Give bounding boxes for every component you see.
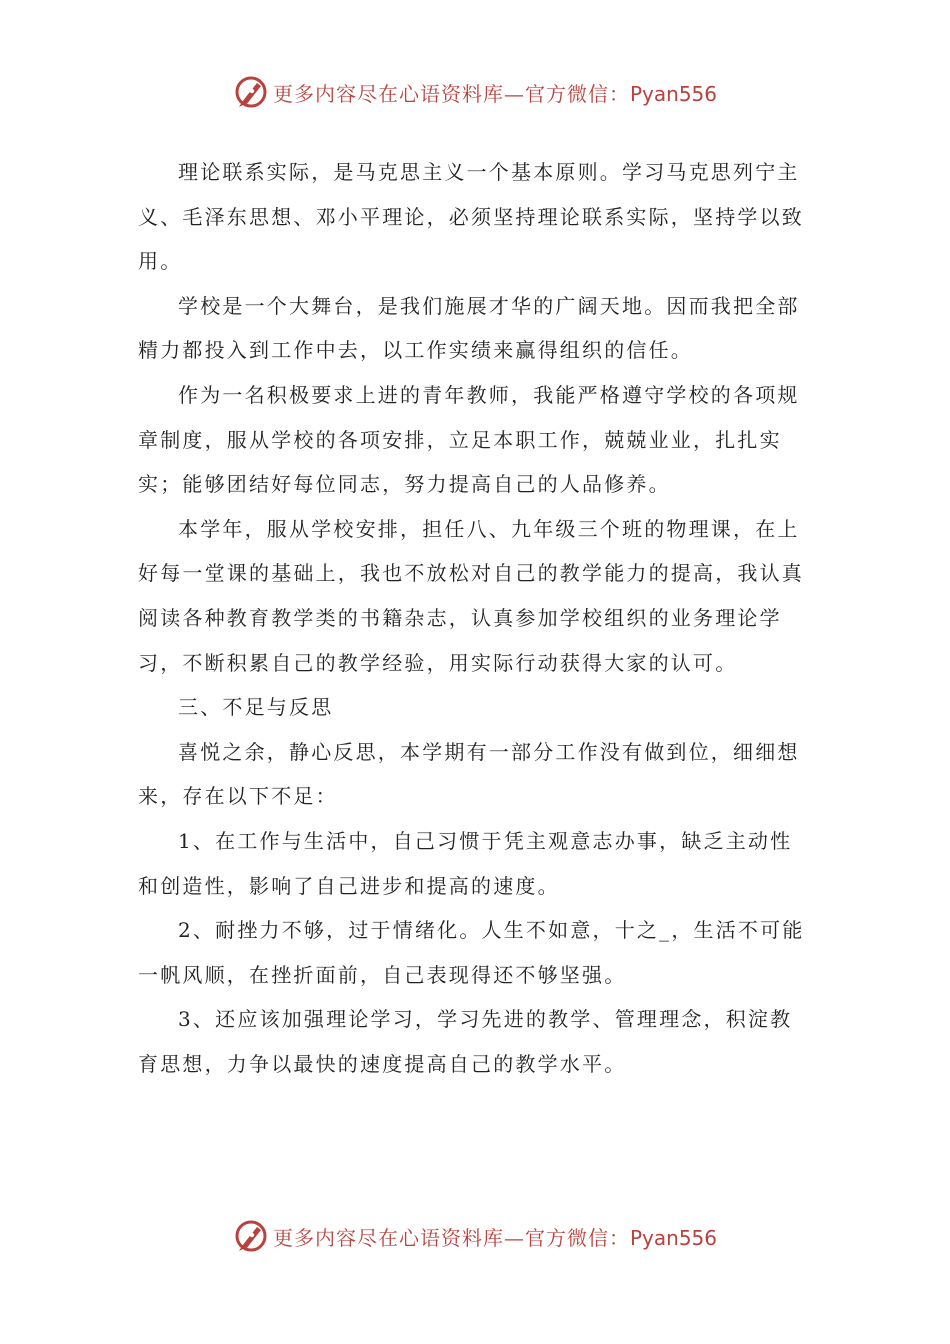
- footer-wechat-id: Pyan556: [629, 1225, 717, 1250]
- header-banner-label: 更多内容尽在心语资料库—官方微信：: [272, 81, 630, 106]
- paragraph: 本学年，服从学校安排，担任八、九年级三个班的物理课，在上好每一堂课的基础上，我也不放松对自己的教学能力的提高，我认真阅读各种教育教学类的书籍杂志，认真参加学校组织的业务理论学习，不断积累自己的教学经验，用实际行动获得大家的认可。: [138, 516, 804, 675]
- header-banner: [0, 70, 950, 114]
- footer-banner-text: [273, 1222, 717, 1251]
- section-heading: 三、不足与反思: [178, 695, 334, 720]
- paragraph: 喜悦之余，静心反思，本学期有一部分工作没有做到位，细细想来，存在以下不足：: [138, 739, 800, 809]
- header-banner-text: [273, 78, 717, 107]
- list-item: 1、在工作与生活中，自己习惯于凭主观意志办事，缺乏主动性和创造性，影响了自己进步和提高的速度。: [138, 828, 793, 898]
- pen-logo-icon: [233, 1218, 269, 1254]
- header-wechat-id: Pyan556: [629, 81, 717, 106]
- paragraph: 理论联系实际，是马克思主义一个基本原则。学习马克思列宁主义、毛泽东思想、邓小平理论，必须坚持理论联系实际，坚持学以致用。: [138, 160, 804, 274]
- list-item: 2、耐挫力不够，过于情绪化。人生不如意，十之_，生活不可能一帆风顺，在挫折面前，自己表现得还不够坚强。: [138, 918, 805, 987]
- list-item: 3、还应该加强理论学习，学习先进的教学、管理理念，积淀教育思想，力争以最快的速度提高自己的教学水平。: [138, 1007, 793, 1076]
- pen-logo-icon: [233, 74, 269, 110]
- document-body: [138, 150, 810, 1086]
- paragraph: 作为一名积极要求上进的青年教师，我能严格遵守学校的各项规章制度，服从学校的各项安排，立足本职工作，兢兢业业，扎扎实实；能够团结好每位同志，努力提高自己的人品修养。: [138, 382, 800, 497]
- footer-banner-label: 更多内容尽在心语资料库—官方微信：: [272, 1225, 630, 1250]
- footer-banner: [0, 1214, 950, 1258]
- paragraph: 学校是一个大舞台，是我们施展才华的广阔天地。因而我把全部精力都投入到工作中去，以工作实绩来赢得组织的信任。: [138, 293, 800, 363]
